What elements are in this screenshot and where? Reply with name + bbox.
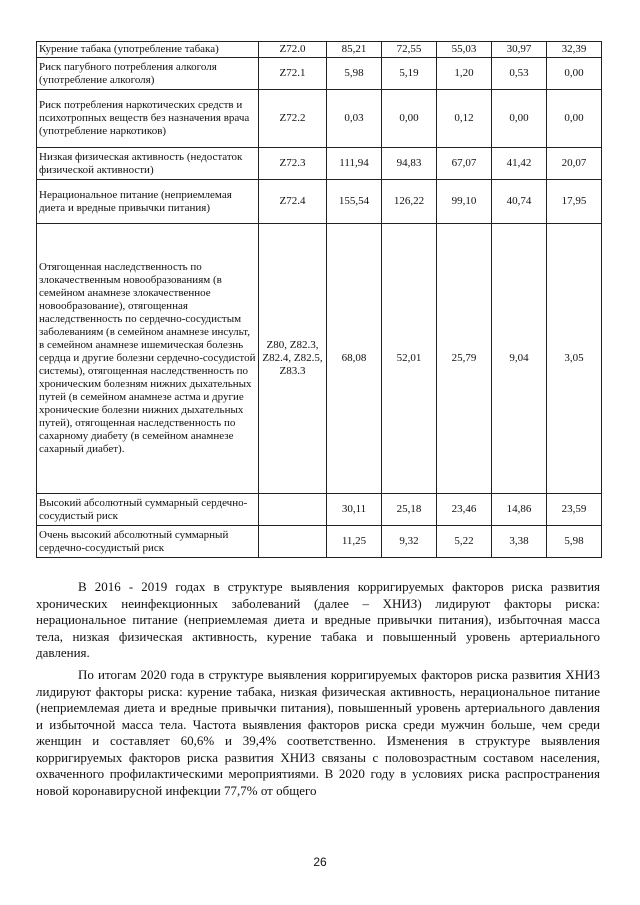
row-value: 5,98 — [327, 58, 382, 90]
row-value: 40,74 — [492, 180, 547, 224]
row-value: 1,20 — [437, 58, 492, 90]
row-value: 55,03 — [437, 42, 492, 58]
row-value: 85,21 — [327, 42, 382, 58]
row-value: 0,00 — [547, 58, 602, 90]
row-value: 23,59 — [547, 494, 602, 526]
row-value: 67,07 — [437, 148, 492, 180]
row-code: Z72.4 — [259, 180, 327, 224]
row-value: 0,03 — [327, 90, 382, 148]
table-row — [37, 42, 602, 58]
row-name: Очень высокий абсолютный суммарный сердечно-сосудистый риск — [37, 526, 259, 558]
row-code: Z80, Z82.3, Z82.4, Z82.5, Z83.3 — [259, 224, 327, 494]
row-value: 68,08 — [327, 224, 382, 494]
row-value: 3,38 — [492, 526, 547, 558]
row-code: Z72.2 — [259, 90, 327, 148]
row-value: 25,79 — [437, 224, 492, 494]
row-value: 72,55 — [382, 42, 437, 58]
row-value: 94,83 — [382, 148, 437, 180]
row-value: 25,18 — [382, 494, 437, 526]
row-name: Отягощенная наследственность по злокачественным новообразованиям (в семейном анамнезе злокачественное новообразование), отягощенная наследственность по сердечно-сосудистым заболеваниям (в семейном анамнезе инсульт, в семейном анамнезе ишемическая болезнь сердца и другие болезни сердечно-сосудистой системы), отягощенная наследственность по хроническим болезням нижних дыхательных путей (в семейном анамнезе астма и другие хронические болезни нижних дыхательных путей), отягощенная наследственность по сахарному диабету (в семейном анамнезе сахарный диабет). — [37, 224, 259, 494]
row-value: 0,00 — [382, 90, 437, 148]
row-value: 0,00 — [492, 90, 547, 148]
table-row — [37, 224, 602, 494]
row-name: Низкая физическая активность (недостаток физической активности) — [37, 148, 259, 180]
row-value: 23,46 — [437, 494, 492, 526]
row-value: 17,95 — [547, 180, 602, 224]
page-number: 26 — [313, 855, 327, 869]
table-row — [37, 58, 602, 90]
row-value: 3,05 — [547, 224, 602, 494]
row-value: 52,01 — [382, 224, 437, 494]
row-name: Курение табака (употребление табака) — [37, 42, 259, 58]
row-value: 111,94 — [327, 148, 382, 180]
table-row — [37, 494, 602, 526]
table-row — [37, 180, 602, 224]
row-value: 9,32 — [382, 526, 437, 558]
row-value: 0,00 — [547, 90, 602, 148]
row-value: 30,11 — [327, 494, 382, 526]
row-value: 14,86 — [492, 494, 547, 526]
row-value: 20,07 — [547, 148, 602, 180]
row-value: 5,98 — [547, 526, 602, 558]
table-body — [37, 42, 602, 558]
row-name: Высокий абсолютный суммарный сердечно-сосудистый риск — [37, 494, 259, 526]
row-value: 99,10 — [437, 180, 492, 224]
table-row — [37, 148, 602, 180]
row-value: 5,22 — [437, 526, 492, 558]
row-value: 32,39 — [547, 42, 602, 58]
row-value: 11,25 — [327, 526, 382, 558]
table-row — [37, 90, 602, 148]
row-value: 155,54 — [327, 180, 382, 224]
row-name: Риск пагубного потребления алкоголя (употребление алкоголя) — [37, 58, 259, 90]
row-value: 5,19 — [382, 58, 437, 90]
row-name: Риск потребления наркотических средств и психотропных веществ без назначения врача (употребление наркотиков) — [37, 90, 259, 148]
row-code: Z72.0 — [259, 42, 327, 58]
row-value: 0,12 — [437, 90, 492, 148]
paragraph: В 2016 - 2019 годах в структуре выявления корригируемых факторов риска развития хронических неинфекционных заболеваний (далее – ХНИЗ) лидируют факторы риска: нерациональное питание (неприемлемая диета и вредные привычки питания), избыточная масса тела, низкая физическая активность, курение табака и повышенный уровень артериального давления. — [36, 579, 600, 660]
row-code: Z72.3 — [259, 148, 327, 180]
row-code: Z72.1 — [259, 58, 327, 90]
paragraph: По итогам 2020 года в структуре выявления корригируемых факторов риска развития ХНИЗ лидируют факторы риска: курение табака, низкая физическая активность, нерациональное питание (неприемлемая диета и вредные привычки питания), повышенный уровень артериального давления и избыточной масса тела. Частота выявления факторов риска среди мужчин больше, чем среди женщин и составляет 60,6% и 39,4% соответственно. Изменения в структуре выявления корригируемых факторов риска развития ХНИЗ связаны с половозрастным составом населения, охваченного профилактическими мероприятиями. В 2020 году в условиях риска распространения новой коронавирусной инфекции 77,7% от общего — [36, 667, 600, 798]
row-value: 30,97 — [492, 42, 547, 58]
row-value: 0,53 — [492, 58, 547, 90]
row-value: 126,22 — [382, 180, 437, 224]
row-name: Нерациональное питание (неприемлемая диета и вредные привычки питания) — [37, 180, 259, 224]
row-value: 9,04 — [492, 224, 547, 494]
table-row — [37, 526, 602, 558]
row-code — [259, 526, 327, 558]
risk-factors-table — [36, 41, 602, 558]
row-value: 41,42 — [492, 148, 547, 180]
row-code — [259, 494, 327, 526]
